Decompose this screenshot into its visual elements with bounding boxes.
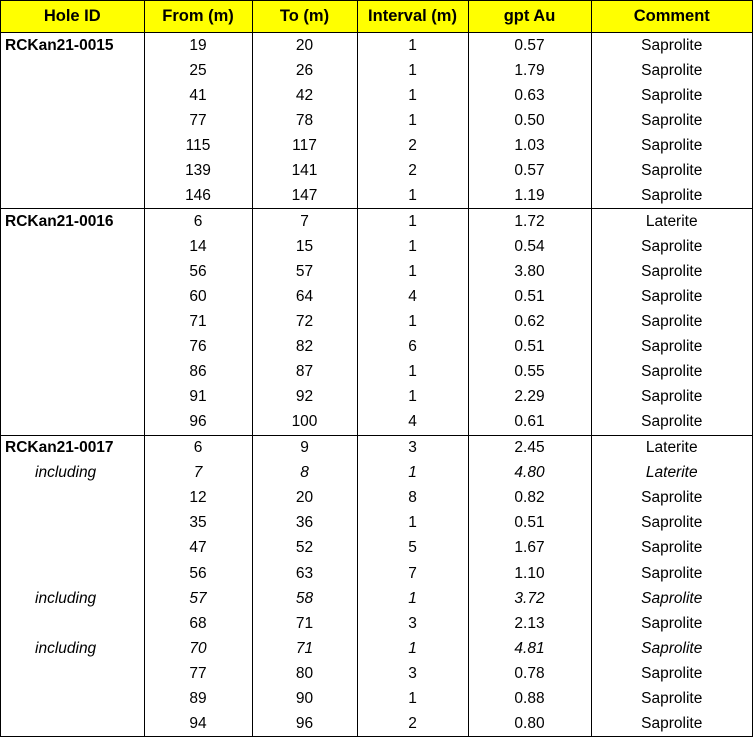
gpt-au-cell: 1.03 <box>468 133 591 158</box>
gpt-au-cell: 0.80 <box>468 711 591 736</box>
header-gpt-au: gpt Au <box>468 1 591 33</box>
to-cell: 71 <box>252 611 357 636</box>
to-cell: 71 <box>252 636 357 661</box>
interval-cell: 1 <box>357 686 468 711</box>
comment-cell: Saprolite <box>641 186 703 204</box>
to-cell: 80 <box>252 661 357 686</box>
table-row <box>1 234 752 259</box>
interval-cell: 1 <box>357 108 468 133</box>
from-cell: 6 <box>144 209 252 235</box>
table-row <box>1 561 752 586</box>
table-row <box>1 209 752 235</box>
comment-cell: Laterite <box>645 464 698 482</box>
interval-cell: 1 <box>357 33 468 59</box>
from-cell: 14 <box>144 234 252 259</box>
table-row <box>1 360 752 385</box>
to-cell: 147 <box>252 183 357 209</box>
comment-cell: Saprolite <box>641 664 703 682</box>
interval-cell: 3 <box>357 661 468 686</box>
table-row <box>1 611 752 636</box>
interval-cell: 1 <box>357 636 468 661</box>
from-cell: 41 <box>144 83 252 108</box>
to-cell: 9 <box>252 435 357 461</box>
to-cell: 141 <box>252 158 357 183</box>
gpt-au-cell: 0.51 <box>468 511 591 536</box>
gpt-au-cell: 1.79 <box>468 58 591 83</box>
empty-hole-id-cell <box>1 611 144 636</box>
from-cell: 77 <box>144 108 252 133</box>
comment-cell: Saprolite <box>641 36 703 54</box>
table-row <box>1 310 752 335</box>
from-cell: 35 <box>144 511 252 536</box>
comment-cell: Saprolite <box>641 136 703 154</box>
table-row <box>1 385 752 410</box>
to-cell: 96 <box>252 711 357 736</box>
to-cell: 87 <box>252 360 357 385</box>
to-cell: 78 <box>252 108 357 133</box>
to-cell: 52 <box>252 536 357 561</box>
interval-cell: 1 <box>357 209 468 235</box>
from-cell: 86 <box>144 360 252 385</box>
hole-id-cell: RCKan21-0017 <box>1 435 144 461</box>
empty-hole-id-cell <box>1 310 144 335</box>
from-cell: 19 <box>144 33 252 59</box>
comment-cell: Saprolite <box>641 287 703 305</box>
to-cell: 82 <box>252 335 357 360</box>
interval-cell: 1 <box>357 234 468 259</box>
empty-hole-id-cell <box>1 511 144 536</box>
gpt-au-cell: 4.80 <box>468 461 591 486</box>
empty-hole-id-cell <box>1 83 144 108</box>
comment-cell: Saprolite <box>641 61 703 79</box>
interval-cell: 1 <box>357 259 468 284</box>
from-cell: 6 <box>144 435 252 461</box>
to-cell: 117 <box>252 133 357 158</box>
from-cell: 146 <box>144 183 252 209</box>
from-cell: 96 <box>144 410 252 436</box>
comment-cell: Laterite <box>591 209 752 235</box>
table-row <box>1 435 752 461</box>
comment-cell: Saprolite <box>641 388 703 406</box>
from-cell: 91 <box>144 385 252 410</box>
empty-hole-id-cell <box>1 686 144 711</box>
interval-cell: 1 <box>357 83 468 108</box>
from-cell: 139 <box>144 158 252 183</box>
from-cell: 71 <box>144 310 252 335</box>
gpt-au-cell: 0.57 <box>468 33 591 59</box>
gpt-au-cell: 2.13 <box>468 611 591 636</box>
comment-cell: Saprolite <box>641 338 703 356</box>
to-cell: 20 <box>252 33 357 59</box>
to-cell: 26 <box>252 58 357 83</box>
interval-cell: 2 <box>357 133 468 158</box>
from-cell: 56 <box>144 561 252 586</box>
empty-hole-id-cell <box>1 234 144 259</box>
from-cell: 56 <box>144 259 252 284</box>
table-row <box>1 486 752 511</box>
comment-cell: Saprolite <box>641 564 703 582</box>
table-row <box>1 461 752 486</box>
table-row <box>1 284 752 309</box>
interval-cell: 8 <box>357 486 468 511</box>
gpt-au-cell: 0.51 <box>468 335 591 360</box>
gpt-au-cell: 2.45 <box>468 435 591 461</box>
from-cell: 70 <box>144 636 252 661</box>
table-row <box>1 586 752 611</box>
from-cell: 47 <box>144 536 252 561</box>
empty-hole-id-cell <box>1 335 144 360</box>
comment-cell: Saprolite <box>641 714 703 732</box>
to-cell: 100 <box>252 410 357 436</box>
table-row <box>1 536 752 561</box>
gpt-au-cell: 1.19 <box>468 183 591 209</box>
interval-cell: 1 <box>357 183 468 209</box>
to-cell: 92 <box>252 385 357 410</box>
gpt-au-cell: 3.80 <box>468 259 591 284</box>
to-cell: 8 <box>252 461 357 486</box>
comment-cell: Saprolite <box>641 86 703 104</box>
empty-hole-id-cell <box>1 711 144 736</box>
interval-cell: 6 <box>357 335 468 360</box>
interval-cell: 4 <box>357 410 468 436</box>
gpt-au-cell: 2.29 <box>468 385 591 410</box>
comment-cell: Saprolite <box>641 111 703 129</box>
comment-cell: Saprolite <box>641 313 703 331</box>
table-body <box>1 33 752 737</box>
interval-cell: 2 <box>357 158 468 183</box>
table-row <box>1 410 752 436</box>
gpt-au-cell: 0.50 <box>468 108 591 133</box>
to-cell: 20 <box>252 486 357 511</box>
table-row <box>1 259 752 284</box>
comment-cell: Saprolite <box>641 614 703 632</box>
interval-cell: 7 <box>357 561 468 586</box>
gpt-au-cell: 0.57 <box>468 158 591 183</box>
table-row <box>1 511 752 536</box>
comment-cell: Saprolite <box>641 363 703 381</box>
hole-id-cell: RCKan21-0015 <box>1 33 144 59</box>
gpt-au-cell: 0.82 <box>468 486 591 511</box>
table-row <box>1 58 752 83</box>
to-cell: 36 <box>252 511 357 536</box>
interval-cell: 1 <box>357 360 468 385</box>
gpt-au-cell: 0.61 <box>468 410 591 436</box>
to-cell: 90 <box>252 686 357 711</box>
to-cell: 63 <box>252 561 357 586</box>
hole-id-cell: RCKan21-0016 <box>1 209 144 235</box>
interval-cell: 4 <box>357 284 468 309</box>
comment-cell: Saprolite <box>641 639 703 657</box>
header-interval: Interval (m) <box>357 1 468 33</box>
from-cell: 57 <box>144 586 252 611</box>
to-cell: 57 <box>252 259 357 284</box>
to-cell: 58 <box>252 586 357 611</box>
table-row <box>1 661 752 686</box>
from-cell: 94 <box>144 711 252 736</box>
gpt-au-cell: 1.72 <box>468 209 591 235</box>
to-cell: 15 <box>252 234 357 259</box>
gpt-au-cell: 0.63 <box>468 83 591 108</box>
gpt-au-cell: 1.67 <box>468 536 591 561</box>
from-cell: 115 <box>144 133 252 158</box>
table-row <box>1 108 752 133</box>
empty-hole-id-cell <box>1 486 144 511</box>
empty-hole-id-cell <box>1 536 144 561</box>
comment-cell: Saprolite <box>641 262 703 280</box>
gpt-au-cell: 0.88 <box>468 686 591 711</box>
comment-cell: Saprolite <box>641 514 703 532</box>
interval-cell: 1 <box>357 385 468 410</box>
comment-cell: Laterite <box>591 435 752 461</box>
assay-results-table <box>1 1 752 736</box>
comment-cell: Saprolite <box>641 589 703 607</box>
empty-hole-id-cell <box>1 360 144 385</box>
header-row <box>1 1 752 33</box>
including-label: including <box>1 461 144 486</box>
header-comment: Comment <box>591 1 752 33</box>
empty-hole-id-cell <box>1 661 144 686</box>
including-label: including <box>1 636 144 661</box>
comment-cell: Saprolite <box>641 689 703 707</box>
gpt-au-cell: 0.54 <box>468 234 591 259</box>
gpt-au-cell: 0.55 <box>468 360 591 385</box>
empty-hole-id-cell <box>1 385 144 410</box>
interval-cell: 1 <box>357 511 468 536</box>
gpt-au-cell: 1.10 <box>468 561 591 586</box>
from-cell: 77 <box>144 661 252 686</box>
header-from: From (m) <box>144 1 252 33</box>
empty-hole-id-cell <box>1 284 144 309</box>
from-cell: 76 <box>144 335 252 360</box>
empty-hole-id-cell <box>1 410 144 436</box>
empty-hole-id-cell <box>1 133 144 158</box>
comment-cell: Saprolite <box>641 539 703 557</box>
comment-cell: Saprolite <box>641 237 703 255</box>
empty-hole-id-cell <box>1 561 144 586</box>
from-cell: 60 <box>144 284 252 309</box>
empty-hole-id-cell <box>1 183 144 209</box>
header-to: To (m) <box>252 1 357 33</box>
gpt-au-cell: 3.72 <box>468 586 591 611</box>
interval-cell: 1 <box>357 58 468 83</box>
comment-cell: Saprolite <box>641 413 703 431</box>
table-row <box>1 711 752 736</box>
to-cell: 42 <box>252 83 357 108</box>
table-row <box>1 33 752 59</box>
from-cell: 68 <box>144 611 252 636</box>
interval-cell: 1 <box>357 461 468 486</box>
gpt-au-cell: 4.81 <box>468 636 591 661</box>
table-header <box>1 1 752 33</box>
gpt-au-cell: 0.51 <box>468 284 591 309</box>
including-label: including <box>1 586 144 611</box>
interval-cell: 2 <box>357 711 468 736</box>
header-hole-id: Hole ID <box>1 1 144 33</box>
table-row <box>1 158 752 183</box>
comment-cell: Saprolite <box>641 489 703 507</box>
table-row <box>1 133 752 158</box>
interval-cell: 5 <box>357 536 468 561</box>
comment-cell: Saprolite <box>641 161 703 179</box>
from-cell: 25 <box>144 58 252 83</box>
interval-cell: 1 <box>357 310 468 335</box>
to-cell: 7 <box>252 209 357 235</box>
interval-cell: 3 <box>357 435 468 461</box>
empty-hole-id-cell <box>1 259 144 284</box>
from-cell: 12 <box>144 486 252 511</box>
gpt-au-cell: 0.78 <box>468 661 591 686</box>
from-cell: 7 <box>144 461 252 486</box>
to-cell: 64 <box>252 284 357 309</box>
empty-hole-id-cell <box>1 108 144 133</box>
empty-hole-id-cell <box>1 158 144 183</box>
table-row <box>1 686 752 711</box>
interval-cell: 3 <box>357 611 468 636</box>
to-cell: 72 <box>252 310 357 335</box>
table-row <box>1 636 752 661</box>
interval-cell: 1 <box>357 586 468 611</box>
empty-hole-id-cell <box>1 58 144 83</box>
table-row <box>1 83 752 108</box>
table-row <box>1 335 752 360</box>
table-row <box>1 183 752 209</box>
from-cell: 89 <box>144 686 252 711</box>
gpt-au-cell: 0.62 <box>468 310 591 335</box>
